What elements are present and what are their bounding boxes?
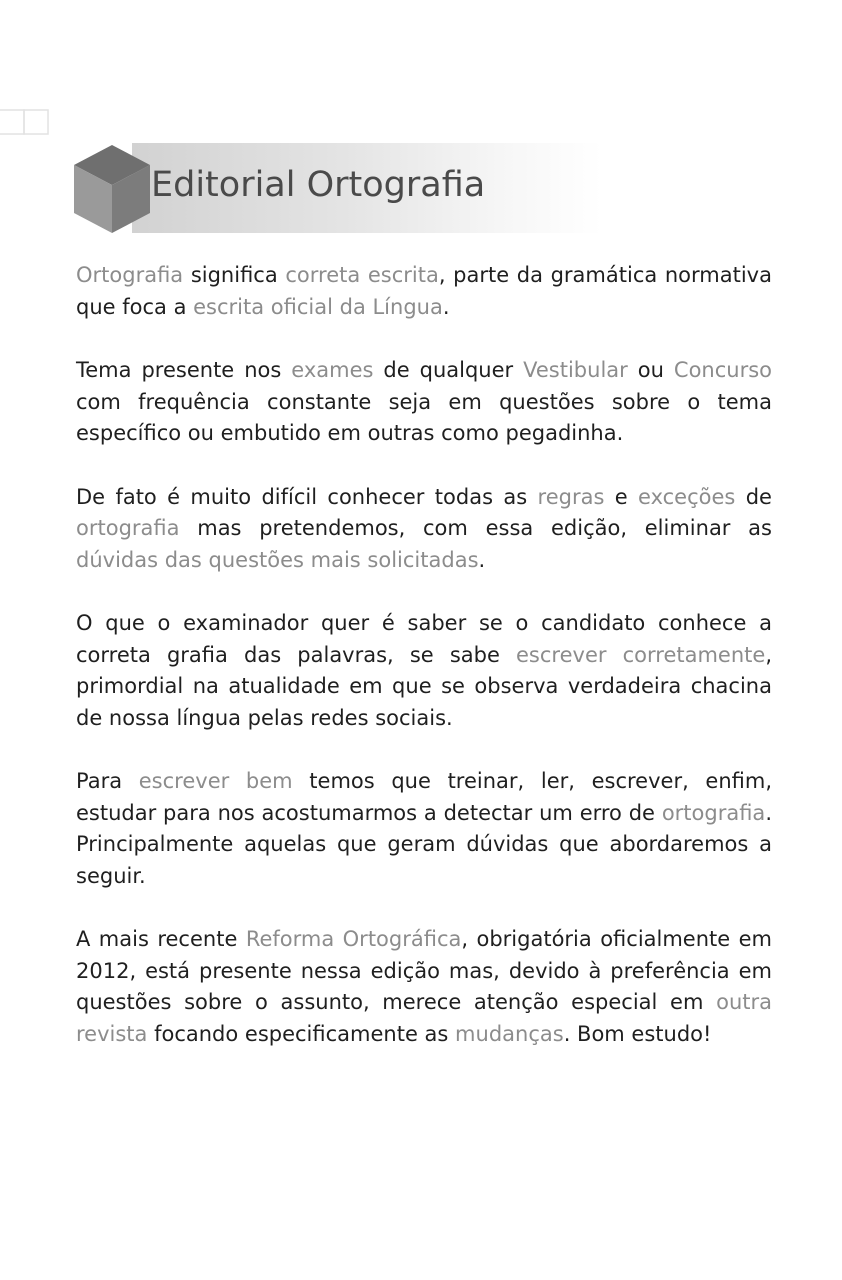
text-run: de xyxy=(735,484,772,509)
highlighted-term: escrever bem xyxy=(138,769,293,793)
text-run: temos que treinar, ler, escrever, enfim, estudar para nos acostumarmos a detectar um erro de xyxy=(76,769,772,825)
text-run: focando especificamente as xyxy=(147,1021,456,1046)
paragraph xyxy=(76,355,772,450)
text-run: , primordial na atualidade em que se observa verdadeira chacina de nossa língua pelas redes sociais. xyxy=(76,642,772,730)
text-run: . xyxy=(442,294,450,319)
highlighted-term: exceções xyxy=(638,484,736,509)
highlighted-term: Reforma Ortográfica xyxy=(245,927,462,951)
highlighted-term: Concurso xyxy=(673,358,773,382)
paragraph xyxy=(76,482,772,577)
text-run: significa xyxy=(183,263,286,287)
text-run: De fato é muito difícil conhecer todas as xyxy=(76,484,538,509)
paragraph xyxy=(76,608,772,734)
page-title: Editorial Ortografia xyxy=(151,165,486,205)
section-header xyxy=(72,143,602,233)
highlighted-term: escrever corretamente xyxy=(516,642,766,667)
highlighted-term: dúvidas das questões mais solicitadas xyxy=(76,547,479,572)
highlighted-term: exames xyxy=(291,358,374,382)
cube-icon xyxy=(72,143,152,235)
text-run: Tema presente nos xyxy=(76,358,292,382)
text-run: O que o examinador quer é saber se o candidato conhece a correta grafia das palavras, se sabe xyxy=(76,611,772,667)
highlighted-term: ortografia xyxy=(76,516,180,540)
text-run: . Bom estudo! xyxy=(563,1021,712,1046)
text-run: A mais recente xyxy=(76,927,246,951)
highlighted-term: mudanças xyxy=(455,1021,564,1046)
text-run: com frequência constante seja em questões sobre o tema específico ou embutido em outras como pegadinha. xyxy=(76,389,772,445)
text-run: , obrigatória oficialmente em 2012, está presente nessa edição mas, devido à preferência em questões sobre o assunto, merece atenção especial em xyxy=(76,927,773,1014)
text-run: mas pretendemos, com essa edição, eliminar as xyxy=(179,516,772,540)
text-run: , parte da gramática normativa que foca a xyxy=(76,263,772,319)
highlighted-term: Vestibular xyxy=(523,358,628,382)
text-run: de qualquer xyxy=(373,358,524,382)
highlighted-term: correta escrita xyxy=(285,263,439,287)
paragraph xyxy=(76,924,772,1050)
text-run: . xyxy=(478,547,486,572)
text-run: Para xyxy=(76,769,139,793)
paragraph xyxy=(76,766,772,892)
text-run: . Principalmente aquelas que geram dúvidas que abordaremos a seguir. xyxy=(76,800,772,888)
highlighted-term: Ortografia xyxy=(76,263,184,287)
highlighted-term: outra revista xyxy=(76,990,772,1046)
highlighted-term: escrita oficial da Língua xyxy=(193,294,443,319)
text-run: e xyxy=(604,484,639,509)
highlighted-term: regras xyxy=(537,484,605,509)
text-run: ou xyxy=(627,358,674,382)
corner-frame-mark xyxy=(0,108,50,138)
highlighted-term: ortografia xyxy=(661,800,766,825)
editorial-body xyxy=(76,260,772,1082)
paragraph xyxy=(76,260,772,323)
